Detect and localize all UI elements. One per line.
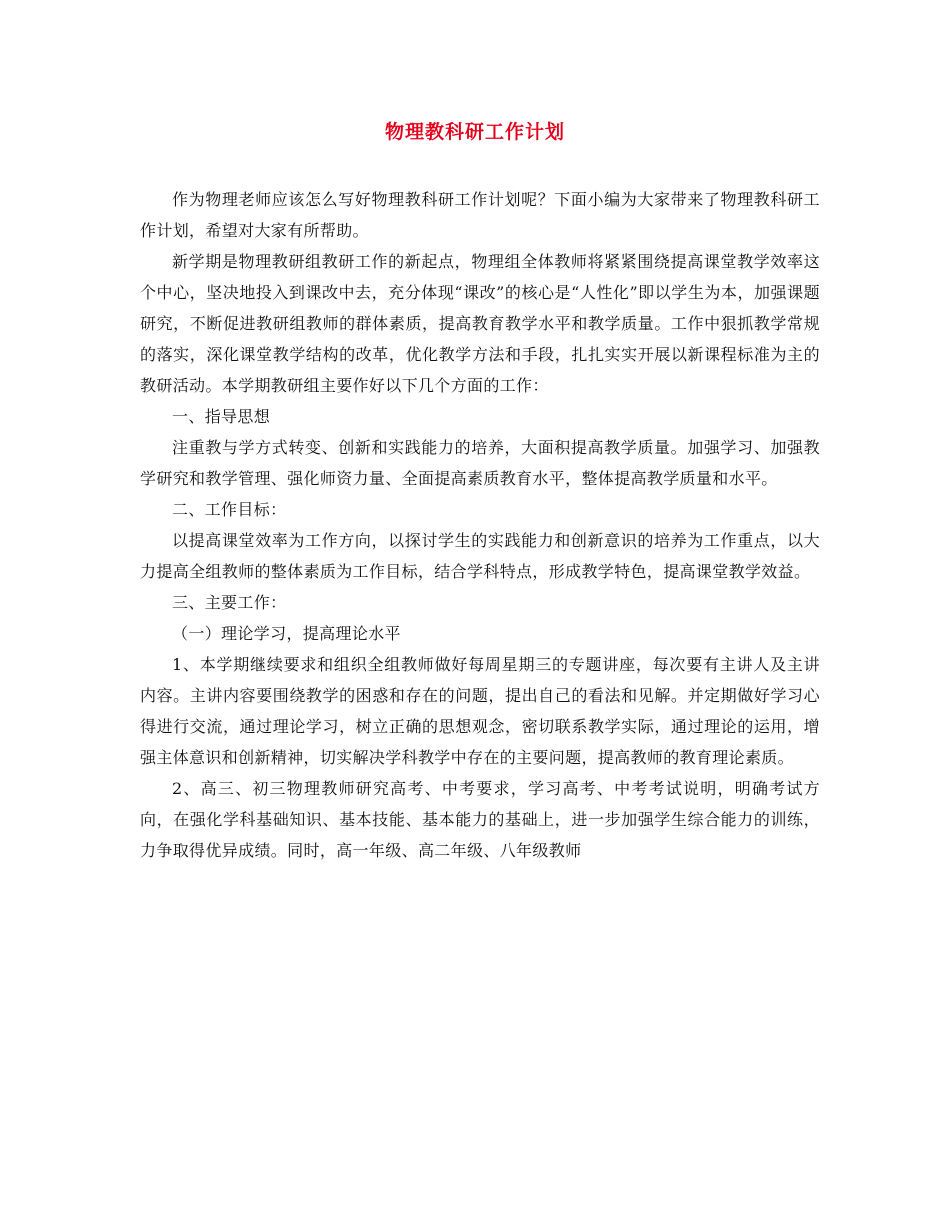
paragraph-work-goals: 以提高课堂效率为工作方向，以探讨学生的实践能力和创新意识的培养为工作重点，以大力提高全组教师的整体素质为工作目标，结合学科特点，形成教学特色，提高课堂教学效益。 bbox=[140, 531, 820, 581]
document-body bbox=[140, 184, 820, 866]
heading-main-work: 三、主要工作： bbox=[172, 593, 287, 612]
paragraph-overview: 新学期是物理教研组教研工作的新起点，物理组全体教师将紧紧围绕提高课堂教学效率这个中心，坚决地投入到课改中去，充分体现“课改”的核心是“人性化”即以学生为本，加强课题研究，不断促进教研组教师的群体素质，提高教育教学水平和教学质量。工作中狠抓教学常规的落实，深化课堂教学结构的改革，优化教学方法和手段，扎扎实实开展以新课程标准为主的教研活动。本学期教研组主要作好以下几个方面的工作： bbox=[140, 252, 820, 395]
heading-work-goals: 二、工作目标： bbox=[172, 500, 287, 519]
paragraph-item-1: 1、本学期继续要求和组织全组教师做好每周星期三的专题讲座，每次要有主讲人及主讲内容。主讲内容要围绕教学的困惑和存在的问题，提出自己的看法和见解。并定期做好学习心得进行交流，通过理论学习，树立正确的思想观念，密切联系教学实际，通过理论的运用，增强主体意识和创新精神，切实解决学科教学中存在的主要问题，提高教师的教育理论素质。 bbox=[140, 655, 820, 767]
paragraph-item-2: 2、高三、初三物理教师研究高考、中考要求，学习高考、中考考试说明，明确考试方向，在强化学科基础知识、基本技能、基本能力的基础上，进一步加强学生综合能力的训练，力争取得优异成绩。同时，高一年级、高二年级、八年级教师 bbox=[140, 779, 820, 860]
document-title: 物理教科研工作计划 bbox=[384, 121, 565, 143]
paragraph-intro: 作为物理老师应该怎么写好物理教科研工作计划呢？下面小编为大家带来了物理教科研工作计划，希望对大家有所帮助。 bbox=[140, 190, 820, 240]
paragraph-guiding-thought: 注重教与学方式转变、创新和实践能力的培养，大面积提高教学质量。加强学习、加强教学研究和教学管理、强化师资力量、全面提高素质教育水平，整体提高教学质量和水平。 bbox=[140, 438, 820, 488]
subheading-theory-study: （一）理论学习，提高理论水平 bbox=[172, 624, 401, 643]
heading-guiding-thought: 一、指导思想 bbox=[172, 407, 271, 426]
